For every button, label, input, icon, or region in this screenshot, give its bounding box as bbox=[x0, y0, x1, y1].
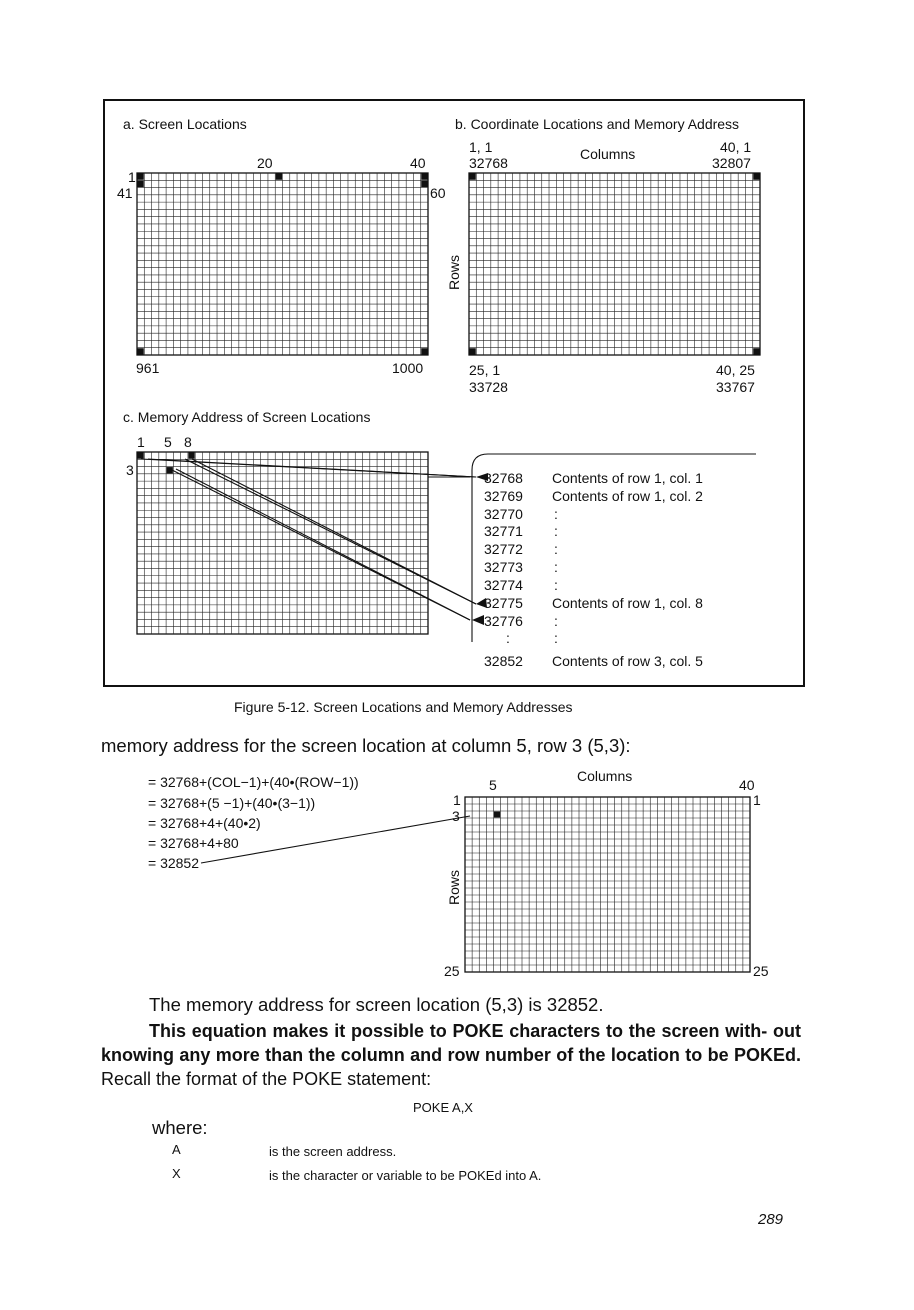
filled-cell bbox=[276, 174, 282, 180]
filled-cell bbox=[494, 812, 500, 818]
address-contents: Contents of row 1, col. 2 bbox=[552, 488, 703, 504]
panel-b-bottom-left-addr: 33728 bbox=[469, 379, 508, 395]
address-value: 32769 bbox=[484, 488, 523, 504]
panel-c-col-5: 5 bbox=[164, 434, 172, 450]
address-value: 32775 bbox=[484, 595, 523, 611]
address-contents: Contents of row 3, col. 5 bbox=[552, 653, 703, 669]
address-contents: : bbox=[554, 506, 558, 522]
filled-cell bbox=[138, 174, 144, 180]
arrow-head bbox=[472, 615, 484, 625]
address-value: 32772 bbox=[484, 541, 523, 557]
panel-b-columns-label: Columns bbox=[580, 146, 636, 162]
definition-text-x: is the character or variable to be POKEd into A. bbox=[269, 1168, 542, 1183]
small-grid-columns-label: Columns bbox=[577, 768, 633, 784]
panel-a-label-961: 961 bbox=[136, 360, 160, 376]
equation-line-1: = 32768+(COL−1)+(40•(ROW−1)) bbox=[148, 774, 359, 790]
filled-cell bbox=[753, 174, 759, 180]
address-value: 32773 bbox=[484, 559, 523, 575]
address-value: 32774 bbox=[484, 577, 523, 593]
panel-a-label-1000: 1000 bbox=[392, 360, 424, 376]
poke-statement: POKE A,X bbox=[413, 1100, 473, 1115]
small-grid-row-3: 3 bbox=[452, 808, 460, 824]
filled-cell bbox=[470, 174, 476, 180]
panel-b-top-left-coord: 1, 1 bbox=[469, 139, 493, 155]
address-value: 32768 bbox=[484, 470, 523, 486]
small-grid-col-40: 40 bbox=[739, 777, 755, 793]
panel-a-title: a. Screen Locations bbox=[123, 116, 247, 132]
equation-line-3: = 32768+4+(40•2) bbox=[148, 815, 261, 831]
panel-b-bottom-left-coord: 25, 1 bbox=[469, 362, 501, 378]
grid-lines bbox=[469, 173, 760, 355]
grid-lines bbox=[465, 797, 750, 972]
address-value: : bbox=[506, 630, 510, 646]
small-grid-col-5: 5 bbox=[489, 777, 497, 793]
equation-line-2: = 32768+(5 −1)+(40•(3−1)) bbox=[148, 795, 316, 811]
panel-b-title: b. Coordinate Locations and Memory Address bbox=[455, 116, 740, 132]
equation-line-4: = 32768+4+80 bbox=[148, 835, 239, 851]
filled-cell bbox=[753, 348, 759, 354]
panel-b-bottom-right-coord: 40, 25 bbox=[716, 362, 755, 378]
filled-cell bbox=[421, 348, 427, 354]
address-value: 32771 bbox=[484, 523, 523, 539]
page-number: 289 bbox=[758, 1211, 784, 1228]
paragraph-2-bold: This equation makes it possible to POKE characters to the screen with- out knowing any more than the column and row number of the location to be POKEd. bbox=[101, 1021, 801, 1065]
grid-example-location bbox=[465, 797, 750, 972]
panel-c-col-1: 1 bbox=[137, 434, 145, 450]
filled-cell bbox=[421, 174, 427, 180]
paragraph-2 bbox=[101, 1019, 801, 1091]
address-contents: : bbox=[554, 523, 558, 539]
definition-text-a: is the screen address. bbox=[269, 1144, 397, 1159]
paragraph-2-rest: Recall the format of the POKE statement: bbox=[101, 1069, 432, 1089]
address-contents: : bbox=[554, 559, 558, 575]
address-contents: Contents of row 1, col. 1 bbox=[552, 470, 703, 486]
filled-cell bbox=[188, 453, 194, 459]
figure-caption: Figure 5-12. Screen Locations and Memory Addresses bbox=[234, 699, 573, 715]
panel-c-title: c. Memory Address of Screen Locations bbox=[123, 409, 371, 425]
panel-b-bottom-right-addr: 33767 bbox=[716, 379, 755, 395]
panel-b-rows-label: Rows bbox=[446, 254, 462, 290]
address-contents: : bbox=[554, 541, 558, 557]
address-value: 32776 bbox=[484, 613, 523, 629]
grid-memory-address bbox=[137, 452, 428, 634]
small-grid-row-25-right: 25 bbox=[753, 963, 769, 979]
panel-c-row-3: 3 bbox=[126, 462, 134, 478]
panel-b-top-right-addr: 32807 bbox=[712, 155, 751, 171]
definition-term-x: X bbox=[172, 1166, 181, 1181]
grid-screen-locations bbox=[137, 173, 428, 355]
address-value: 32770 bbox=[484, 506, 523, 522]
address-contents: Contents of row 1, col. 8 bbox=[552, 595, 703, 611]
definition-term-a: A bbox=[172, 1142, 181, 1157]
panel-a-label-60: 60 bbox=[430, 185, 446, 201]
filled-cell bbox=[138, 181, 144, 187]
address-contents: : bbox=[554, 613, 558, 629]
address-contents: : bbox=[554, 630, 558, 646]
panel-b-top-left-addr: 32768 bbox=[469, 155, 508, 171]
panel-a-label-40: 40 bbox=[410, 155, 426, 171]
grid-lines bbox=[137, 452, 428, 634]
panel-b-top-right-coord: 40, 1 bbox=[720, 139, 752, 155]
panel-a-label-20: 20 bbox=[257, 155, 273, 171]
filled-cell bbox=[138, 453, 144, 459]
panel-a-label-41: 41 bbox=[117, 185, 133, 201]
filled-cell bbox=[138, 348, 144, 354]
small-grid-row-25-left: 25 bbox=[444, 963, 460, 979]
small-grid-row-1-left: 1 bbox=[453, 792, 461, 808]
filled-cell bbox=[421, 181, 427, 187]
equation-line-5: = 32852 bbox=[148, 855, 199, 871]
paragraph-1: The memory address for screen location (5,3) is 32852. bbox=[149, 994, 604, 1015]
grid-lines bbox=[137, 173, 428, 355]
where-label: where: bbox=[152, 1117, 208, 1138]
filled-cell bbox=[470, 348, 476, 354]
small-grid-rows-label: Rows bbox=[446, 869, 462, 905]
address-value: 32852 bbox=[484, 653, 523, 669]
address-contents: : bbox=[554, 577, 558, 593]
panel-c-col-8: 8 bbox=[184, 434, 192, 450]
small-grid-row-1-right: 1 bbox=[753, 792, 761, 808]
panel-a-label-1: 1 bbox=[128, 169, 136, 185]
grid-coordinate-locations bbox=[469, 173, 760, 355]
intro-text: memory address for the screen location at column 5, row 3 (5,3): bbox=[101, 735, 631, 756]
